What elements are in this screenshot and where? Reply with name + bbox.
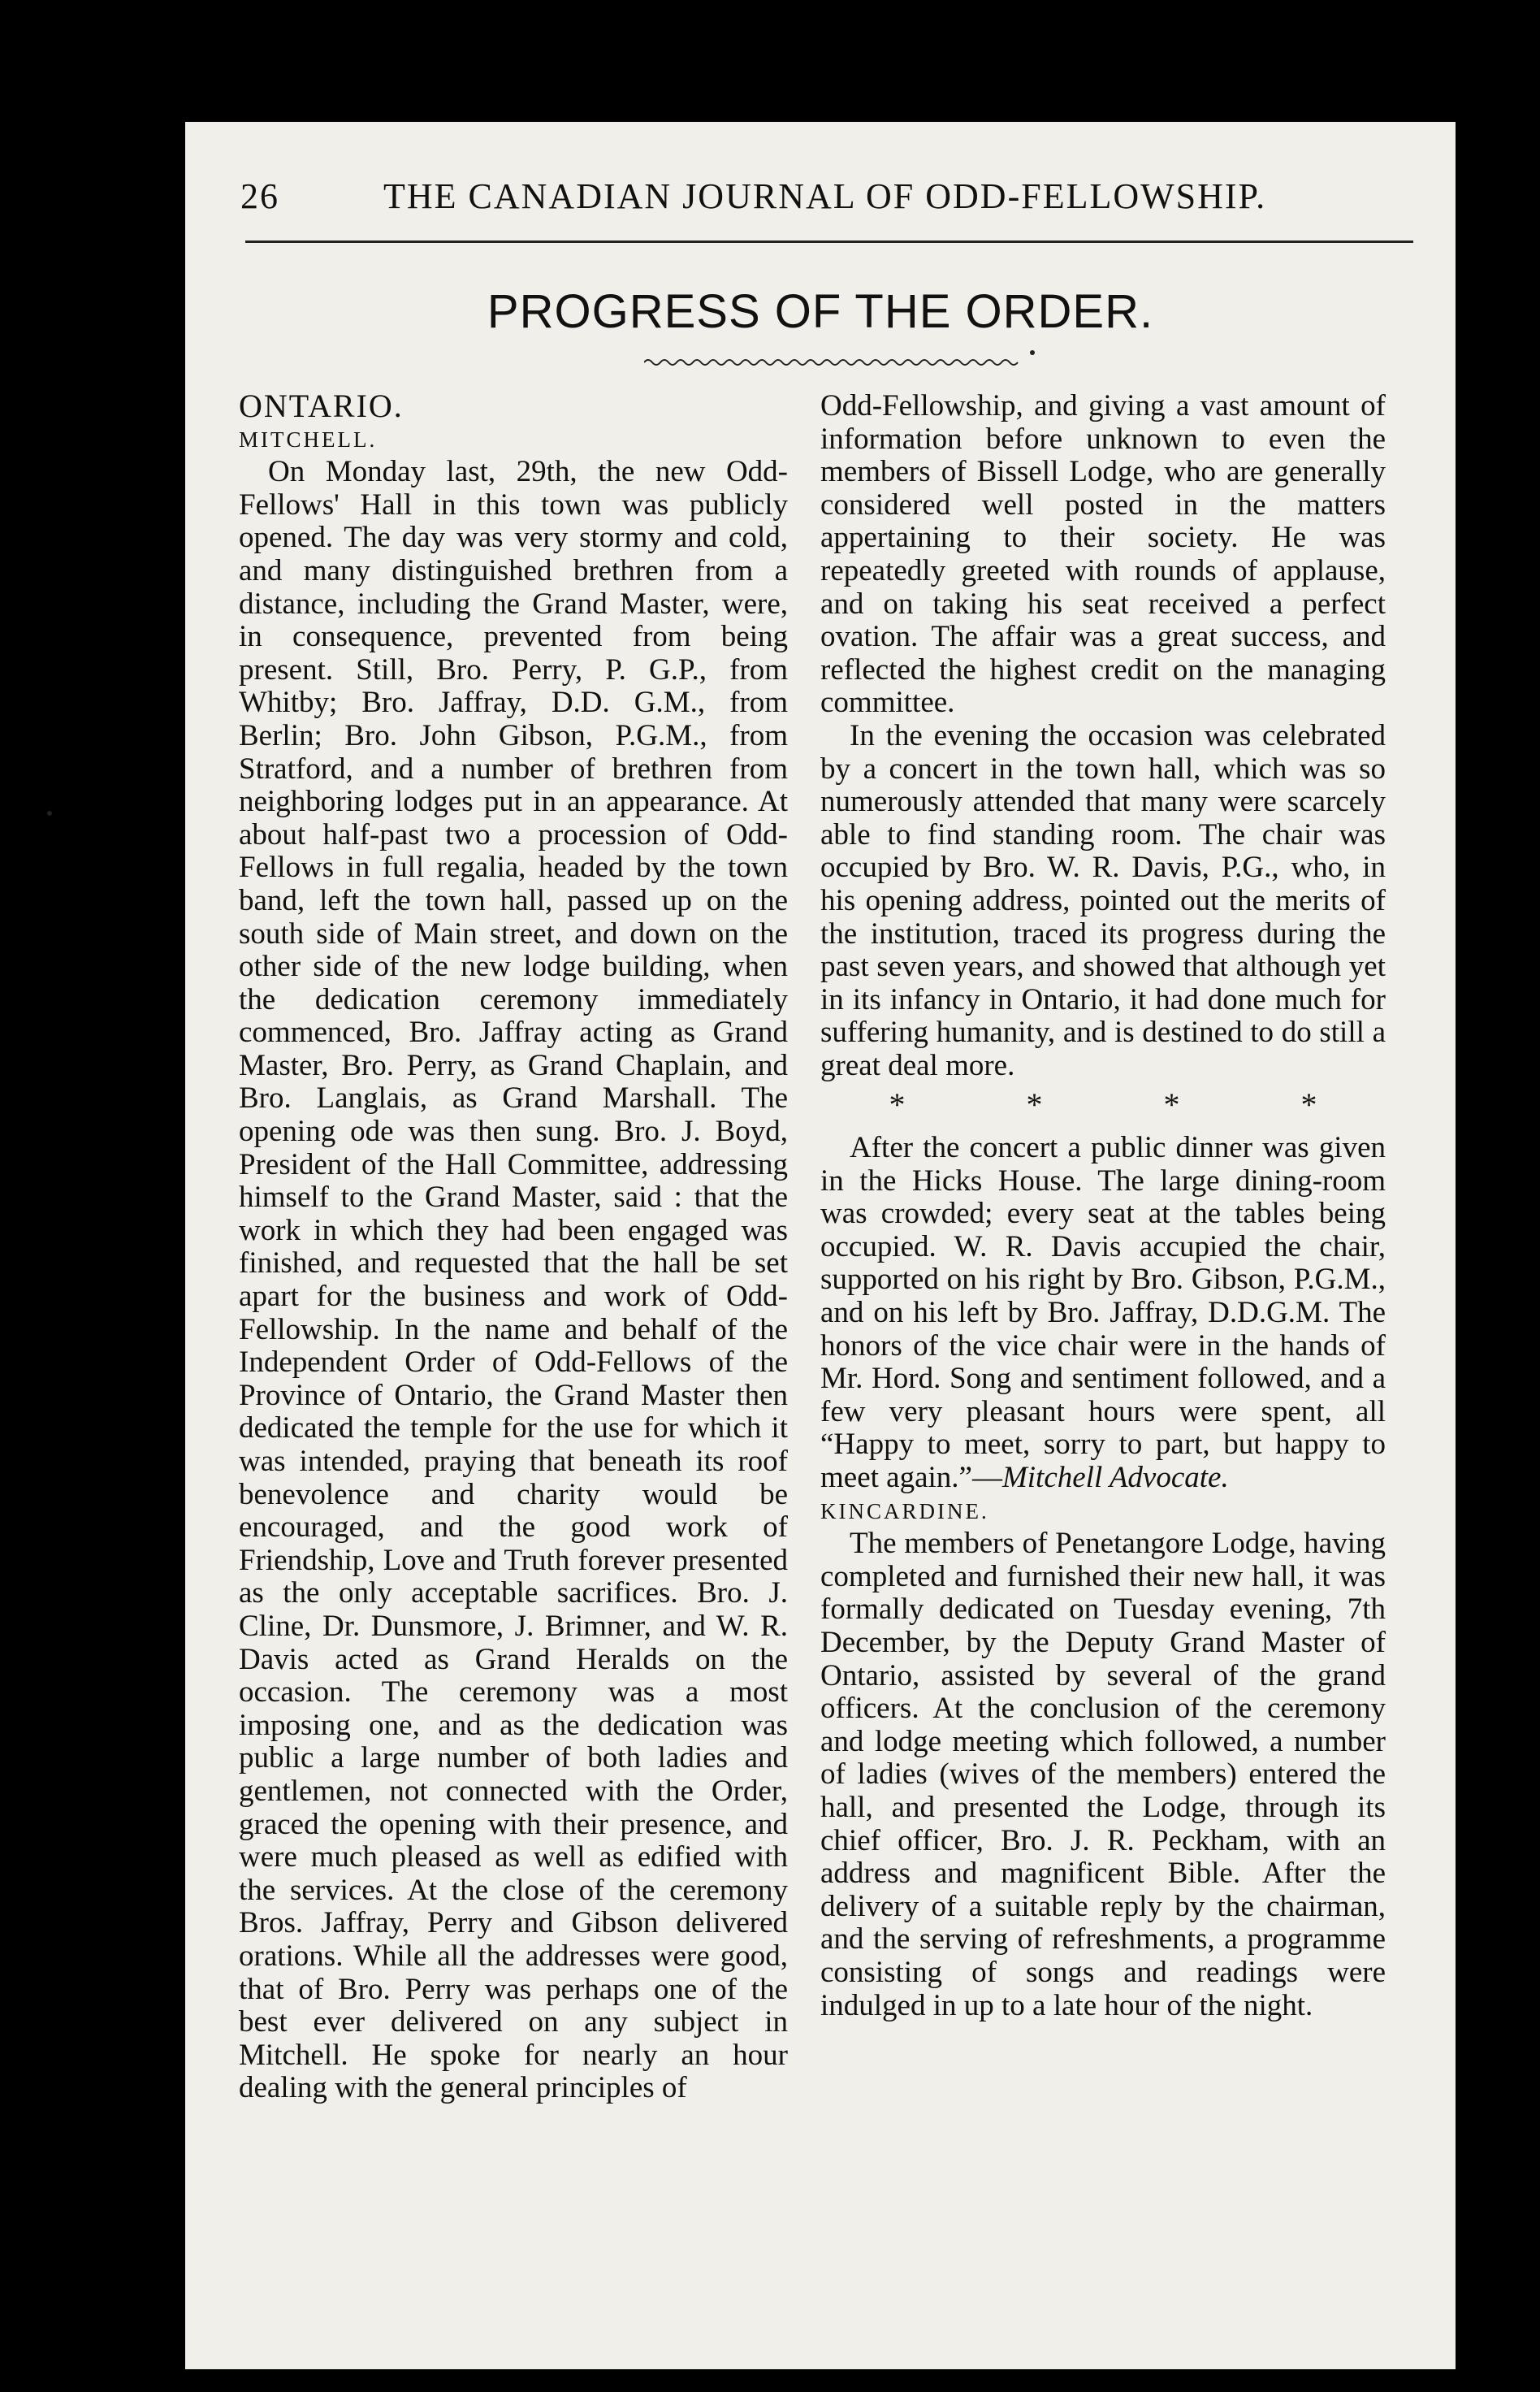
continuation-paragraph: Odd-Fellowship, and giving a vast amount of information before unknown to even the members of Bissell Lodge, who are generally considered well posted in the matters appertaining to their society. He was repeatedly greeted with rounds of applause, and on taking his seat received a perfect ovation. The affair was a great success, and reflected the highest credit on the managing committee. [820, 389, 1386, 720]
dinner-source: Mitchell Advocate. [1001, 1461, 1229, 1494]
star-2: * [1026, 1086, 1043, 1124]
evening-paragraph: In the evening the occasion was celebrated by a concert in the town hall, which was so numerously attended that many were scarcely able to find standing room. The chair was occupied by Bro. W. R. Davis, P.G., who, in his opening address, pointed out the merits of the institution, traced its progress during the past seven years, and showed that although yet in its infancy in Ontario, it had done much for suffering humanity, and is destined to do still a great deal more. [820, 718, 1386, 1082]
decorative-squiggle-divider [644, 344, 1042, 377]
article-title: PROGRESS OF THE ORDER. [487, 285, 1154, 338]
star-1: * [889, 1086, 906, 1124]
journal-page [185, 122, 1456, 2369]
dinner-text: After the concert a public dinner was given in the Hicks House. The large dining-room was crowded; every seat at the tables being occupied. W. R. Davis accupied the chair, supported on his right by Bro. Gibson, P.G.M., and on his left by Bro. Jaffray, D.D.G.M. The honors of the vice chair were in the hands of Mr. Hord. Song and sentiment followed, and a few very pleasant hours were spent, all “Happy to meet, sorry to part, but happy to meet again.”— [820, 1131, 1386, 1494]
dinner-paragraph [820, 1132, 1386, 1495]
page-number: 26 [240, 176, 279, 216]
header-rule [245, 240, 1413, 243]
star-3: * [1163, 1086, 1180, 1124]
mitchell-heading: MITCHELL. [239, 427, 378, 452]
kincardine-paragraph: The members of Penetangore Lodge, having completed and furnished their new hall, it was formally dedicated on Tuesday evening, 7th December, by the Deputy Grand Master of Ontario, assisted by several of the grand officers. At the conclusion of the ceremony and lodge meeting which followed, a number of ladies (wives of the members) entered the hall, and presented the Lodge, through its chief officer, Bro. J. R. Peckham, with an address and magnificent Bible. After the delivery of a suitable reply by the chairman, and the serving of refreshments, a programme consisting of songs and readings were indulged in up to a late hour of the night. [820, 1527, 1386, 2022]
star-4: * [1300, 1086, 1317, 1124]
section-break-stars [820, 1086, 1386, 1124]
mitchell-paragraph: On Monday last, 29th, the new Odd-Fellows' Hall in this town was publicly opened. The day was very stormy and cold, and many distinguished brethren from a distance, including the Grand Master, were, in consequence, prevented from being present. Still, Bro. Perry, P. G.P., from Whitby; Bro. Jaffray, D.D. G.M., from Berlin; Bro. John Gibson, P.G.M., from Stratford, and a number of brethren from neighboring lodges put in an appearance. At about half-past two a procession of Odd-Fellows in full regalia, headed by the town band, left the town hall, passed up on the south side of Main street, and down on the other side of the new lodge building, when the dedication ceremony immediately commenced, Bro. Jaffray acting as Grand Master, Bro. Perry, as Grand Chaplain, and Bro. Langlais, as Grand Marshall. The opening ode was then sung. Bro. J. Boyd, President of the Hall Committee, addressing himself to the Grand Master, said : that the work in which they had been engaged was finished, and requested that the hall be set apart for the business and work of Odd-Fellowship. In the name and behalf of the Independent Order of Odd-Fellows of the Province of Ontario, the Grand Master then dedicated the temple for the use for which it was intended, praying that beneath its roof benevolence and charity would be encouraged, and the good work of Friendship, Love and Truth forever presented as the only acceptable sacrifices. Bro. J. Cline, Dr. Dunsmore, J. Brimner, and W. R. Davis acted as Grand Heralds on the occasion. The ceremony was a most imposing one, and as the dedication was public a large number of both ladies and gentlemen, not connected with the Order, graced the opening with their presence, and were much pleased as well as edified with the services. At the close of the ceremony Bros. Jaffray, Perry and Gibson delivered orations. While all the addresses were good, that of Bro. Perry was perhaps one of the best ever delivered on any subject in Mitchell. He spoke for nearly an hour dealing with the general principles of [239, 455, 788, 2105]
print-speck [47, 811, 52, 816]
kincardine-heading: KINCARDINE. [820, 1498, 989, 1523]
journal-title: THE CANADIAN JOURNAL OF ODD-FELLOWSHIP. [383, 176, 1267, 216]
left-column [239, 390, 788, 2105]
right-column [820, 390, 1386, 2022]
ontario-heading: ONTARIO. [239, 388, 404, 424]
